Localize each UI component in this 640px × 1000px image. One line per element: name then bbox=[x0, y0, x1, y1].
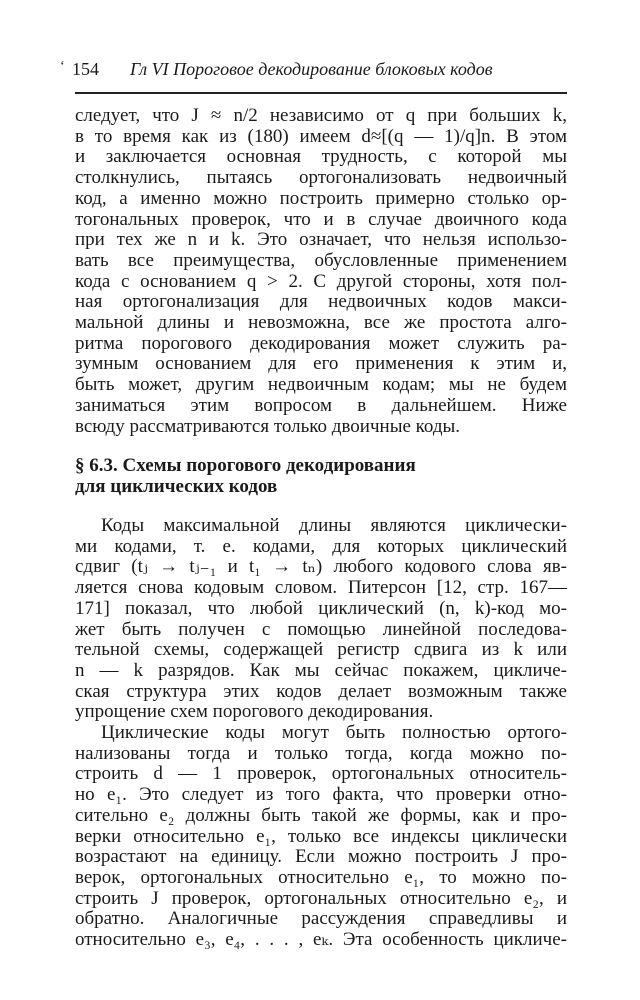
section-heading: для циклических кодов bbox=[75, 476, 278, 497]
text-line: всюду рассматриваются только двоичные коды. bbox=[75, 415, 461, 437]
text-line: зумным основанием для его применения к этим и, bbox=[75, 353, 567, 375]
text-line: сдвиг (tⱼ → tⱼ₋₁ и t₁ → tₙ) любого кодового слова яв- bbox=[75, 556, 567, 578]
text-line: в то время как из (180) имеем d≈[(q — 1)/q]n. В этом bbox=[75, 125, 567, 147]
text-line: верки относительно e₁, только все индексы циклически bbox=[75, 825, 567, 847]
running-head bbox=[60, 57, 530, 81]
text-line: при тех же n и k. Это означает, что нельзя использо- bbox=[75, 229, 567, 251]
text-line: код, а именно можно построить примерно столько ор- bbox=[75, 187, 567, 209]
text-line: и заключается основная трудность, с которой мы bbox=[75, 146, 567, 168]
section-heading: § 6.3. Схемы порогового декодирования bbox=[75, 455, 416, 476]
text-line: тогональных проверок, что и в случае двоичного кода bbox=[75, 208, 567, 230]
text-line: но e₁. Это следует из того факта, что проверки отно- bbox=[75, 784, 567, 806]
page-number: 154 bbox=[72, 59, 99, 79]
text-line: n — k разрядов. Как мы сейчас покажем, цикличе- bbox=[75, 659, 567, 681]
text-line: строить d — 1 проверок, ортогональных относитель- bbox=[75, 763, 567, 785]
text-line: верок, ортогональных относительно e₁, то можно по- bbox=[75, 866, 567, 888]
text-line: обратно. Аналогичные рассуждения справедливы и bbox=[75, 908, 567, 930]
text-line: вать все преимущества, обусловленные применением bbox=[75, 249, 567, 271]
running-head-title: Гл VI Пороговое декодирование блоковых кодов bbox=[130, 59, 493, 79]
text-line: быть может, другим недвоичным кодам; мы не будем bbox=[75, 374, 567, 396]
text-line: жет быть получен с помощью линейной последова- bbox=[75, 618, 567, 640]
text-line: Циклические коды могут быть полностью ортого- bbox=[101, 722, 567, 743]
text-line: сительно e₂ должны быть такой же формы, как и про- bbox=[75, 804, 567, 826]
text-line: ми кодами, т. е. кодами, для которых циклический bbox=[75, 535, 567, 557]
header-rule bbox=[75, 92, 567, 94]
text-line: заниматься этим вопросом в дальнейшем. Ниже bbox=[75, 394, 567, 416]
text-line: мальной длины и невозможна, все же простота алго- bbox=[75, 312, 567, 333]
text-line: ляется снова кодовым словом. Питерсон [12, стр. 167— bbox=[75, 577, 567, 599]
text-line: относительно e₃, e₄, . . . , eₖ. Эта особенность цикличе- bbox=[75, 929, 567, 950]
corner-mark: ‘ bbox=[60, 59, 65, 74]
text-line: следует, что J ≈ n/2 независимо от q при больших k, bbox=[75, 105, 567, 126]
text-line: столкнулись, пытаясь ортогонализовать недвоичный bbox=[75, 167, 567, 189]
text-line: возрастают на единицу. Если можно построить J про- bbox=[75, 846, 567, 868]
text-line: упрощение схем порогового декодирования. bbox=[75, 701, 434, 723]
text-line: ская структура этих кодов делает возможным также bbox=[75, 680, 567, 702]
text-line: ная ортогонализация для недвоичных кодов макси- bbox=[75, 291, 567, 313]
text-line: нализованы тогда и только тогда, когда можно по- bbox=[75, 742, 567, 764]
text-line: тельной схемы, содержащей регистр сдвига из k или bbox=[75, 639, 567, 661]
text-line: ритма порогового декодирования может служить ра- bbox=[75, 332, 567, 354]
text-line: 171] показал, что любой циклический (n, k)-код мо- bbox=[75, 597, 567, 619]
text-line: кода с основанием q > 2. С другой стороны, хотя пол- bbox=[75, 270, 567, 292]
text-line: строить J проверок, ортогональных относительно e₂, и bbox=[75, 887, 567, 909]
text-line: Коды максимальной длины являются циклически- bbox=[101, 515, 567, 536]
